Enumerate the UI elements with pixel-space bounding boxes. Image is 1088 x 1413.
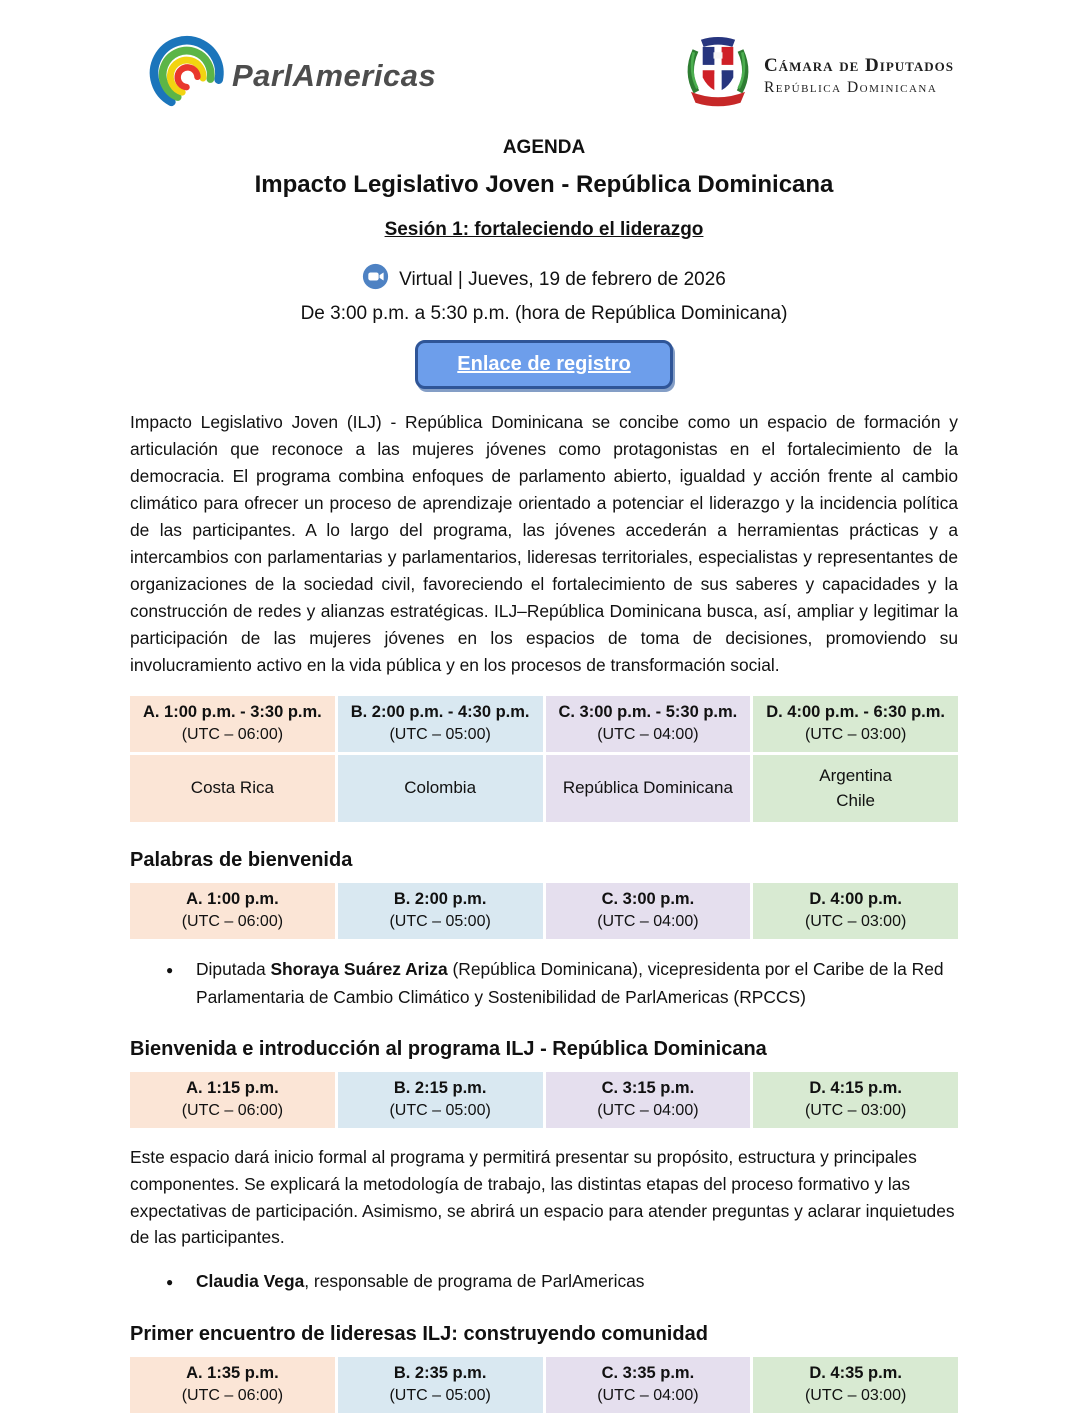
utc-label: (UTC – 06:00)	[181, 913, 284, 931]
section-heading-welcome: Palabras de bienvenida	[130, 849, 353, 872]
intro-time-c	[546, 1072, 751, 1128]
session-title: Sesión 1: fortaleciendo el liderazgo	[384, 219, 704, 240]
intro-time-b	[338, 1072, 543, 1128]
parlamericas-arcs-icon	[142, 30, 228, 121]
time-label: B. 2:35 p.m.	[393, 1363, 487, 1382]
first-meeting-time-table	[130, 1357, 958, 1413]
time-label: D. 4:35 p.m.	[809, 1363, 902, 1382]
timezone-column-b	[338, 696, 543, 822]
utc-offset-d: (UTC – 03:00)	[804, 726, 907, 744]
utc-label: (UTC – 03:00)	[804, 1102, 907, 1120]
section-heading-first-meeting: Primer encuentro de lideresas ILJ: construyendo comunidad	[130, 1322, 708, 1345]
time-label: A. 1:15 p.m.	[186, 1079, 279, 1098]
timezone-header-b	[338, 696, 543, 752]
country-cell-d	[753, 752, 958, 822]
time-label: C. 3:15 p.m.	[601, 1079, 695, 1098]
video-camera-icon	[362, 263, 389, 296]
utc-label: (UTC – 04:00)	[597, 1102, 699, 1120]
registration-link-button[interactable]: Enlace de registro	[415, 340, 673, 389]
timezone-column-a	[130, 696, 335, 822]
time-label: C. 3:35 p.m.	[601, 1363, 695, 1382]
speaker-text: Claudia Vega, responsable de programa de ParlAmericas	[196, 1271, 645, 1292]
timezone-column-d	[753, 696, 958, 822]
speaker-text: Diputada Shoraya Suárez Ariza (República Dominicana), vicepresidenta por el Caribe de la Red Parlamentaria de Cambio Climático y Sostenibilidad de ParlAmericas (RPCCS)	[196, 959, 944, 1007]
country-name: Argentina	[819, 766, 893, 786]
utc-label: (UTC – 03:00)	[804, 1386, 907, 1404]
intro-program-time-table	[130, 1072, 958, 1128]
timezone-header-c	[546, 696, 751, 752]
country-cell-c	[546, 752, 751, 822]
timezone-country-table	[130, 696, 958, 822]
page-title: Impacto Legislativo Joven - República Dominicana	[254, 171, 834, 198]
event-date-text: Virtual | Jueves, 19 de febrero de 2026	[399, 268, 726, 290]
country-cell-a	[130, 752, 335, 822]
camara-diputados-logo	[682, 34, 954, 117]
speaker-bullet-suarez	[166, 956, 958, 1011]
dominican-coat-of-arms-icon	[682, 34, 754, 117]
utc-label: (UTC – 03:00)	[804, 913, 907, 931]
country-name: Colombia	[404, 778, 477, 798]
time-label: A. 1:00 p.m.	[186, 890, 279, 909]
intro-paragraph: Impacto Legislativo Joven (ILJ) - República Dominicana se concibe como un espacio de formación y articulación que reconoce a las mujeres jóvenes como protagonistas en el fortalecimiento de la democracia. El programa combina enfoques de parlamento abierto, igualdad y acción frente al cambio climático para ofrecer un proceso de aprendizaje orientado a potenciar el liderazgo y la incidencia política de las participantes. A lo largo del programa, las jóvenes accederán a herramientas prácticas y a intercambios con parlamentarias y parlamentarios, lideresas territoriales, especialistas y representantes de organizaciones de la sociedad civil, favoreciendo el fortalecimiento de sus saberes y capacidades y la construcción de redes y alianzas estratégicas. ILJ–República Dominicana busca, así, ampliar y legitimar la participación de las mujeres jóvenes en los espacios de toma de decisiones, promoviendo su involucramiento activo en la vida pública y en los procesos de transformación social.	[130, 412, 958, 675]
country-cell-b	[338, 752, 543, 822]
time-label: A. 1:35 p.m.	[186, 1363, 279, 1382]
utc-offset-a: (UTC – 06:00)	[181, 726, 284, 744]
utc-label: (UTC – 04:00)	[597, 1386, 699, 1404]
bullet-icon: ●	[166, 1275, 174, 1290]
welcome-time-b	[338, 883, 543, 939]
time-range-a: A. 1:00 p.m. - 3:30 p.m.	[142, 703, 322, 722]
section-heading-intro-program: Bienvenida e introducción al programa ILJ - República Dominicana	[130, 1038, 767, 1061]
utc-label: (UTC – 05:00)	[389, 1386, 491, 1404]
meeting-time-d	[753, 1357, 958, 1413]
parlamericas-wordmark: ParlAmericas	[232, 57, 437, 93]
country-name: Costa Rica	[190, 778, 274, 798]
agenda-label: AGENDA	[502, 137, 586, 158]
country-name: República Dominicana	[562, 778, 733, 798]
utc-offset-c: (UTC – 04:00)	[597, 726, 699, 744]
welcome-time-d	[753, 883, 958, 939]
utc-label: (UTC – 05:00)	[389, 1102, 491, 1120]
bullet-icon: ●	[166, 963, 174, 978]
camara-line1: Cámara de Diputados	[763, 54, 954, 76]
meeting-time-c	[546, 1357, 751, 1413]
timezone-header-d	[753, 696, 958, 752]
parlamericas-logo	[142, 30, 436, 121]
intro-time-d	[753, 1072, 958, 1128]
time-range-c: C. 3:00 p.m. - 5:30 p.m.	[558, 703, 738, 722]
time-label: B. 2:15 p.m.	[393, 1079, 487, 1098]
time-label: C. 3:00 p.m.	[601, 890, 695, 909]
time-label: D. 4:15 p.m.	[809, 1079, 902, 1098]
utc-label: (UTC – 04:00)	[597, 913, 699, 931]
meeting-time-a	[130, 1357, 335, 1413]
timezone-column-c	[546, 696, 751, 822]
time-label: B. 2:00 p.m.	[393, 890, 487, 909]
camara-line2: República Dominicana	[763, 78, 938, 96]
welcome-time-a	[130, 883, 335, 939]
utc-label: (UTC – 05:00)	[389, 913, 491, 931]
time-range-b: B. 2:00 p.m. - 4:30 p.m.	[350, 703, 530, 722]
event-mode-row	[130, 263, 958, 296]
time-label: D. 4:00 p.m.	[809, 890, 902, 909]
timezone-header-a	[130, 696, 335, 752]
utc-offset-b: (UTC – 05:00)	[389, 726, 491, 744]
welcome-time-c	[546, 883, 751, 939]
utc-label: (UTC – 06:00)	[181, 1102, 284, 1120]
intro-program-paragraph: Este espacio dará inicio formal al programa y permitirá presentar su propósito, estructura y principales componentes. Se explicará la metodología de trabajo, las distintas etapas del proceso formativo y las expectativas de participación. Asimismo, se abrirá un espacio para atender preguntas y aclarar inquietudes de las participantes.	[130, 1147, 955, 1248]
country-name: Chile	[836, 790, 875, 810]
time-range-d: D. 4:00 p.m. - 6:30 p.m.	[766, 703, 946, 722]
camara-diputados-text	[764, 54, 954, 97]
welcome-time-table	[130, 883, 958, 939]
logo-row	[130, 30, 958, 121]
meeting-time-b	[338, 1357, 543, 1413]
speaker-bullet-vega	[166, 1268, 958, 1296]
utc-label: (UTC – 06:00)	[181, 1386, 284, 1404]
event-time-text: De 3:00 p.m. a 5:30 p.m. (hora de República Dominicana)	[300, 303, 788, 324]
intro-time-a	[130, 1072, 335, 1128]
